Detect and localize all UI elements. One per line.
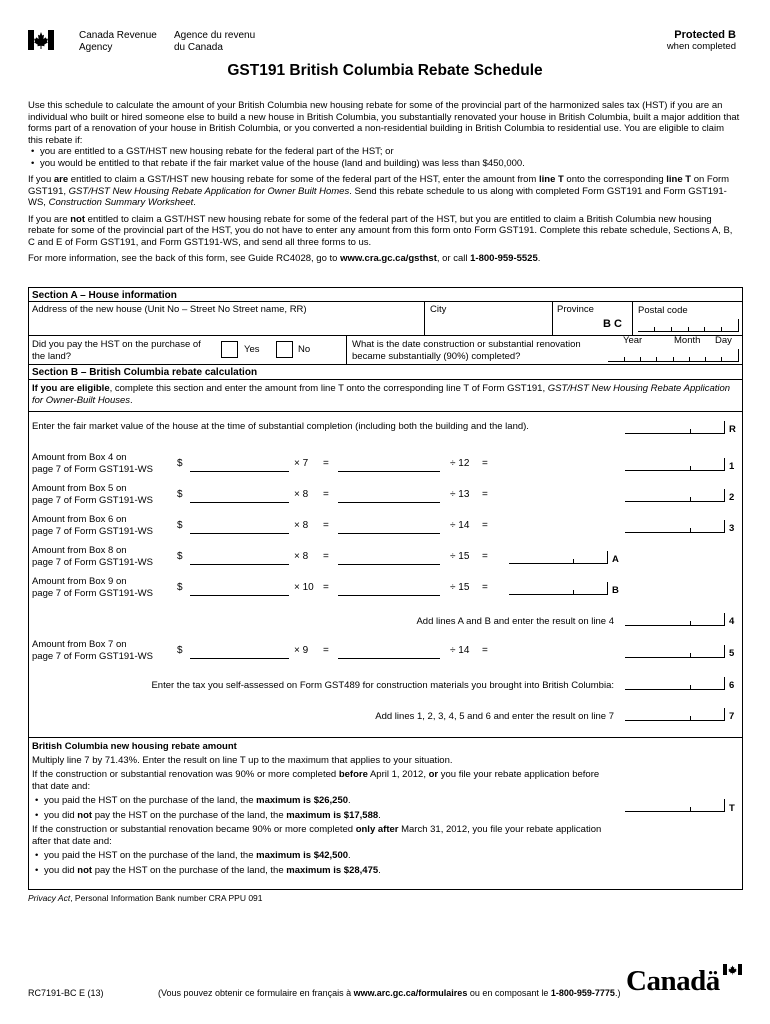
- dollar-sign: $: [177, 551, 183, 562]
- multiplier: × 8: [294, 520, 309, 531]
- line-6-label-text: Enter the tax you self-assessed on Form GST489 for construction materials you brought into British Columbia:: [151, 680, 614, 691]
- amount-input[interactable]: [190, 502, 289, 503]
- line-4-input[interactable]: [625, 613, 725, 626]
- agency-name-fr: Agence du revenu du Canada: [174, 30, 256, 53]
- line-3-label: 3: [729, 523, 735, 534]
- line-1-label: 1: [729, 461, 735, 472]
- equals-sign: =: [482, 520, 488, 531]
- line-r-label: R: [729, 424, 736, 435]
- line-2-label: 2: [729, 492, 735, 503]
- multiplier: × 9: [294, 645, 309, 656]
- intro-text: Use this schedule to calculate the amount of your British Columbia new housing rebate for some of the provincial part of the harmonized sales tax (HST) if you are an individual who built or hired someone else to build a new house in British Columbia, you substantially renovated your house in British Columbia, built a major addition that forms part of a renovation of your house in British Columbia, or you converted a non-residential building in British Columbia to residential use. You are eligible to claim this rebate if: • you are entitled to a GST/HST new housing rebate for the federal part of the HST; or • you would be entitled to that rebate if the fair market value of the house (land and building) was less than $450,000. If you are entitled to claim a GST/HST new housing rebate for some of the federal part of the HST, enter the amount from line T onto the corresponding line T on Form GST191, GST/HST New Housing Rebate Application for Owner Built Homes. Send this rebate schedule to us along with completed Form GST191 and Form GST191-WS, Construction Summary Worksheet. If you are not entitled to claim a GST/HST new housing rebate for some of the federal part of the HST, but you are entitled to claim a British Columbia new housing rebate for some of the provincial part of the HST, you do not have to enter any amount from this form onto Form GST191. Complete this rebate schedule, Sections A, B, C and E of Form GST191, and Form GST191-WS, and send all three forms to us. For more information, see the back of this form, see Guide RC4028, go to www.cra.gc.ca/gsthst, or call 1-800-959-5525.: [28, 100, 740, 265]
- french-note: (Vous pouvez obtenir ce formulaire en français à www.arc.gc.ca/formulaires ou en composant le 1-800-959-7775.): [158, 988, 621, 998]
- product-input[interactable]: [338, 533, 440, 534]
- rebate-amount-text: British Columbia new housing rebate amount Multiply line 7 by 71.43%. Enter the result on line T up to the maximum that applies to your situation. If the construction or substantial renovation was 90% or more completed before April 1, 2012, or you file your rebate application before that date and: • you paid the HST on the purchase of the land, the maximum is $26,250. • you did not pay the HST on the purchase of the land, the maximum is $17,588. If the construction or substantial renovation became 90% or more completed only after March 31, 2012, you file your rebate application after that date and: • you paid the HST on the purchase of the land, the maximum is $42,500. • you did not pay the HST on the purchase of the land, the maximum is $28,475.: [32, 741, 612, 876]
- row-label: Amount from Box 9 on page 7 of Form GST191-WS: [32, 576, 153, 599]
- product-input[interactable]: [338, 564, 440, 565]
- amount-input[interactable]: [190, 595, 289, 596]
- list-item: • you paid the HST on the purchase of the land, the maximum is $42,500.: [32, 850, 612, 862]
- equals-sign: =: [323, 551, 329, 562]
- equals-sign: =: [323, 458, 329, 469]
- line-7-label-text: Add lines 1, 2, 3, 4, 5 and 6 and enter the result on line 7: [375, 711, 614, 722]
- product-input[interactable]: [338, 595, 440, 596]
- equals-sign: =: [482, 551, 488, 562]
- dollar-sign: $: [177, 582, 183, 593]
- line-b-label: B: [612, 585, 619, 596]
- line-r-input[interactable]: [625, 421, 725, 434]
- product-input[interactable]: [338, 502, 440, 503]
- multiplier: × 7: [294, 458, 309, 469]
- section-b-title: Section B – British Columbia rebate calculation: [32, 367, 258, 378]
- row-label: Amount from Box 4 on page 7 of Form GST191-WS: [32, 452, 153, 475]
- equals-sign: =: [323, 582, 329, 593]
- no-checkbox[interactable]: [276, 341, 293, 358]
- section-b-intro: If you are eligible, complete this section and enter the amount from line T onto the corresponding line T of Form GST191, GST/HST New Housing Rebate Application for Owner-Built Houses.: [32, 383, 731, 406]
- divisor: ÷ 14: [450, 645, 470, 656]
- completion-date-input[interactable]: [608, 349, 739, 362]
- product-input[interactable]: [338, 658, 440, 659]
- address-input[interactable]: [32, 316, 422, 332]
- line-4-label: 4: [729, 616, 735, 627]
- day-label: Day: [715, 335, 732, 346]
- amount-input[interactable]: [190, 471, 289, 472]
- line-7-label: 7: [729, 711, 735, 722]
- agency-name-en: Canada Revenue Agency: [79, 30, 157, 53]
- row-label: Amount from Box 6 on page 7 of Form GST191-WS: [32, 514, 153, 537]
- dollar-sign: $: [177, 458, 183, 469]
- city-input[interactable]: [430, 316, 548, 332]
- hst-land-question: Did you pay the HST on the purchase of the land?: [32, 339, 201, 362]
- amount-input[interactable]: [190, 658, 289, 659]
- rebate-amount-title: British Columbia new housing rebate amount: [32, 741, 237, 752]
- equals-sign: =: [323, 489, 329, 500]
- line-4-label-text: Add lines A and B and enter the result on line 4: [416, 616, 614, 627]
- multiplier: × 8: [294, 551, 309, 562]
- list-item: • you did not pay the HST on the purchase of the land, the maximum is $17,588.: [32, 810, 612, 822]
- completion-date-question: What is the date construction or substantial renovation became substantially (90%) completed?: [352, 339, 581, 362]
- month-label: Month: [674, 335, 701, 346]
- privacy-act-note: Privacy Act, Personal Information Bank number CRA PPU 091: [28, 893, 263, 903]
- line-t-input[interactable]: [625, 799, 725, 812]
- dollar-sign: $: [177, 520, 183, 531]
- line-3-input[interactable]: [625, 520, 725, 533]
- list-item: • you did not pay the HST on the purchase of the land, the maximum is $28,475.: [32, 865, 612, 877]
- equals-sign: =: [323, 645, 329, 656]
- postal-code-input[interactable]: [638, 319, 739, 332]
- line-5-input[interactable]: [625, 645, 725, 658]
- city-label: City: [430, 304, 447, 315]
- postal-code-label: Postal code: [638, 305, 688, 316]
- yes-label: Yes: [244, 344, 260, 355]
- row-label: Amount from Box 8 on page 7 of Form GST191-WS: [32, 545, 153, 568]
- form-code: RC7191-BC E (13): [28, 988, 104, 998]
- page-title: GST191 British Columbia Rebate Schedule: [227, 62, 543, 79]
- row-label: Amount from Box 7 on page 7 of Form GST191-WS: [32, 639, 153, 662]
- list-item: • you paid the HST on the purchase of the land, the maximum is $26,250.: [32, 795, 612, 807]
- divisor: ÷ 15: [450, 551, 470, 562]
- no-label: No: [298, 344, 311, 355]
- line-5-label: 5: [729, 648, 735, 659]
- line-1-input[interactable]: [625, 458, 725, 471]
- canada-wordmark: Canadä: [626, 965, 720, 997]
- wordmark-flag-icon: [723, 964, 742, 975]
- line-t-label: T: [729, 803, 735, 814]
- equals-sign: =: [482, 489, 488, 500]
- line-b-input[interactable]: [509, 582, 608, 595]
- multiplier: × 10: [294, 582, 314, 593]
- amount-input[interactable]: [190, 533, 289, 534]
- line-7-input[interactable]: [625, 708, 725, 721]
- divisor: ÷ 12: [450, 458, 470, 469]
- divisor: ÷ 13: [450, 489, 470, 500]
- line-a-input[interactable]: [509, 551, 608, 564]
- amount-input[interactable]: [190, 564, 289, 565]
- protected-label: Protected B when completed: [666, 29, 736, 52]
- list-item: • you would be entitled to that rebate if the fair market value of the house (land and building) was less than $450,000.: [28, 158, 740, 170]
- equals-sign: =: [323, 520, 329, 531]
- province-value: B C: [603, 318, 622, 330]
- row-label: Amount from Box 5 on page 7 of Form GST191-WS: [32, 483, 153, 506]
- line-a-label: A: [612, 554, 619, 565]
- dollar-sign: $: [177, 489, 183, 500]
- equals-sign: =: [482, 458, 488, 469]
- yes-checkbox[interactable]: [221, 341, 238, 358]
- divisor: ÷ 14: [450, 520, 470, 531]
- dollar-sign: $: [177, 645, 183, 656]
- province-label: Province: [557, 304, 594, 315]
- year-label: Year: [623, 335, 643, 346]
- line-6-label: 6: [729, 680, 735, 691]
- divisor: ÷ 15: [450, 582, 470, 593]
- list-item: • you are entitled to a GST/HST new housing rebate for the federal part of the HST; or: [28, 146, 740, 158]
- line-6-input[interactable]: [625, 677, 725, 690]
- product-input[interactable]: [338, 471, 440, 472]
- equals-sign: =: [482, 582, 488, 593]
- equals-sign: =: [482, 645, 488, 656]
- section-a-title: Section A – House information: [32, 290, 177, 301]
- line-2-input[interactable]: [625, 489, 725, 502]
- canada-flag-icon: [28, 30, 54, 50]
- multiplier: × 8: [294, 489, 309, 500]
- fmv-label: Enter the fair market value of the house at the time of substantial completion (including both the building and the land).: [32, 421, 529, 432]
- address-label: Address of the new house (Unit No – Street No Street name, RR): [32, 304, 307, 315]
